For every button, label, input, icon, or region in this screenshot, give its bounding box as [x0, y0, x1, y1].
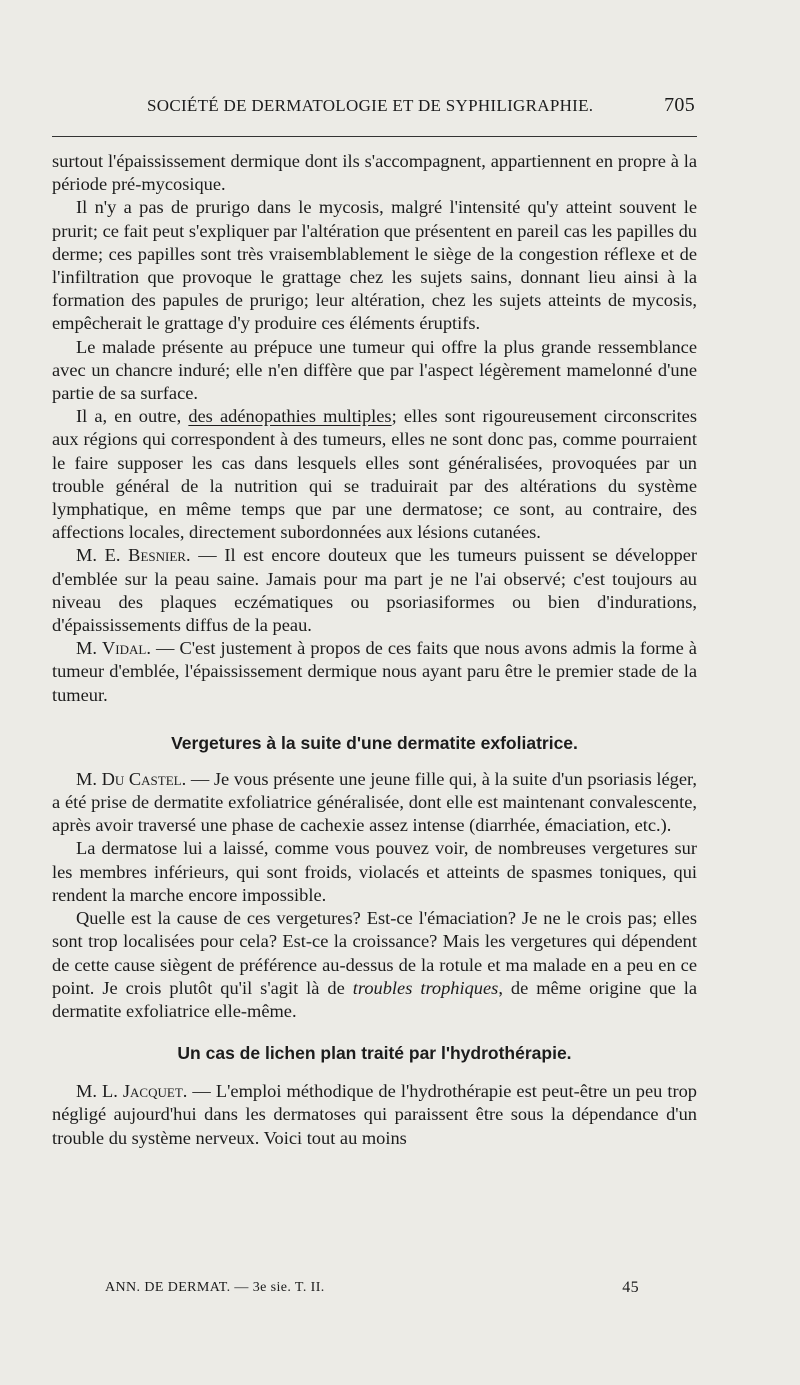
page-number: 705 — [664, 94, 695, 116]
text-run: . — Je vous présente une jeune fille qui, à la suite d'un psoriasis léger, a été prise de dermatite exfoliatrice généralisée, dont elle est maintenant convalescente, après avoir traversé une phase de cachexie assez intense (diarrhée, émaciation, etc.). — [52, 768, 697, 836]
paragraph — [52, 907, 697, 1023]
running-title: SOCIÉTÉ DE DERMATOLOGIE ET DE SYPHILIGRAPHIE. — [147, 96, 594, 115]
page-header — [52, 96, 697, 124]
text-run: Il a, en outre, — [76, 406, 189, 427]
signature-mark: 45 — [622, 1279, 639, 1296]
text-run: Quelle est la cause de ces vergetures? Est-ce l'émaciation? Je ne le crois pas; elles sont trop localisées pour cela? Est-ce la croissance? Mais les vergetures qui dépendent de cette cause siègent de préférence au-dessus de la rotule et ma malade en a peu en ce point. Je crois plutôt qu'il s'agit là de — [52, 908, 697, 998]
paragraph — [52, 637, 697, 707]
page-footer — [105, 1280, 645, 1304]
speaker-name: Du Castel — [101, 768, 182, 789]
speaker-prefix: M. — [76, 768, 102, 789]
paragraph — [52, 544, 697, 637]
speaker-name: Vidal — [102, 638, 147, 659]
journal-reference: ANN. DE DERMAT. — 3e sie. T. II. — [105, 1280, 325, 1295]
speaker-name: Jacquet — [122, 1081, 183, 1102]
underlined-phrase: des adénopathies multiples — [188, 406, 392, 427]
text-run: . — L'emploi méthodique de l'hydrothérapie est peut-être un peu trop négligé aujourd'hui dans les dermatoses qui paraissent être sous la dépendance d'un trouble du système nerveux. Voici tout au moins — [52, 1081, 697, 1148]
paragraph — [52, 768, 697, 838]
section-heading: Vergetures à la suite d'une dermatite exfoliatrice. — [171, 732, 578, 753]
text-run: . — C'est justement à propos de ces faits que nous avons admis la forme à tumeur d'emblée, l'épaississement dermique nous ayant paru être le premier stade de la tumeur. — [52, 638, 697, 705]
text-run: . — Il est encore douteux que les tumeurs puissent se développer d'emblée sur la peau saine. Jamais pour ma part je ne l'ai observé; c'est toujours au niveau des plaques eczématiques ou psoriasiformes ou bien d'indurations, d'épaississements diffus de la peau. — [52, 545, 697, 636]
paragraph: Le malade présente au prépuce une tumeur qui offre la plus grande ressemblance avec un chancre induré; elle n'en diffère que par l'aspect légèrement mamelonné d'une partie de sa surface. — [52, 336, 697, 404]
header-rule — [52, 136, 697, 137]
speaker-name: Besnier — [128, 545, 186, 566]
italic-phrase: troubles trophiques — [352, 977, 499, 998]
paragraph — [52, 1080, 697, 1150]
paragraph: La dermatose lui a laissé, comme vous pouvez voir, de nombreuses vergetures sur les membres inférieurs, qui sont froids, violacés et atteints de spasmes toniques, qui rendent la marche encore impossible. — [52, 838, 697, 905]
speaker-prefix: M. — [76, 638, 103, 659]
paragraph: surtout l'épaississement dermique dont ils s'accompagnent, appartiennent en propre à la période pré-mycosique. — [52, 151, 697, 195]
text-run: ; elles sont rigoureusement circonscrites aux régions qui correspondent à des tumeurs, elles ne sont donc pas, comme pourraient le faire supposer les cas dans lesquels elles sont généralisées, provoquées par un trouble général de la nutrition qui se traduirait par des altérations du système lymphatique, en même temps que par une dermatose; ce sont, au contraire, des affections locales, directement subordonnées aux lésions cutanées. — [52, 406, 697, 543]
speaker-prefix: M. E. — [76, 545, 129, 566]
speaker-prefix: M. L. — [76, 1081, 123, 1102]
text-run: , de même origine que la dermatite exfoliatrice elle-même. — [52, 977, 697, 1021]
page-body — [52, 150, 697, 1150]
section-heading: Un cas de lichen plan traité par l'hydrothérapie. — [177, 1043, 572, 1064]
paragraph — [52, 405, 697, 544]
paragraph: Il n'y a pas de prurigo dans le mycosis, malgré l'intensité qu'y atteint souvent le prurit; ce fait peut s'expliquer par l'altération que présentent en pareil cas les papilles du derme; ces papilles sont très vraisemblablement le siège de la congestion réflexe et de l'infiltration que provoque le grattage chez les sujets sains, donnant lieu ainsi à la formation des papules de prurigo; leur altération, chez les sujets atteints de mycosis, empêcherait le grattage d'y produire ces éléments éruptifs. — [52, 197, 697, 334]
